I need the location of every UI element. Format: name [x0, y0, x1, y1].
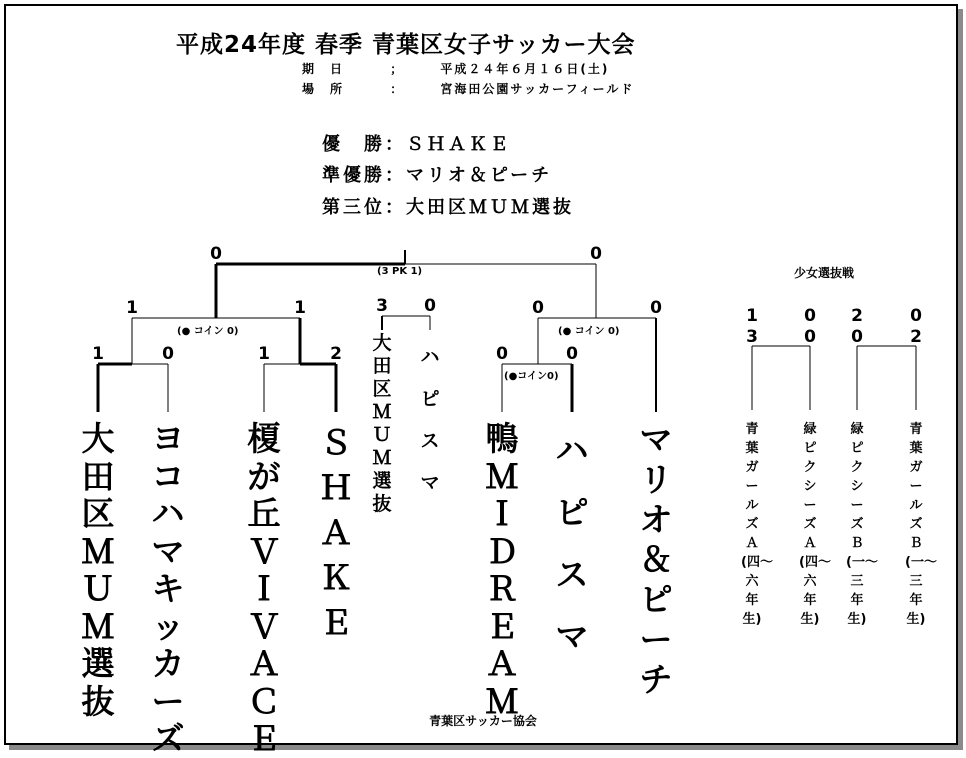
page-title: 平成24年度 春季 青葉区女子サッカー大会 [176, 32, 636, 58]
team-hapisuma: ハピスマ [555, 431, 589, 656]
team-kamo-midream: 鴨ＭＩＤＲＥＡＭ [485, 419, 519, 721]
youth-score-7: 0 [851, 327, 863, 347]
youth-team-aoba-girls-b: 青葉ガールズＢ(一〜三年生) [905, 422, 937, 627]
team-ota-mum: 大田区ＭＵＭ選抜 [81, 419, 115, 721]
q2-right-score: 2 [330, 344, 342, 364]
team-yokohama-kickers: ヨコハマキッカーズ [151, 419, 185, 758]
q1-left-score: 1 [92, 344, 104, 364]
semi-right-a-score: 0 [532, 298, 544, 318]
team-enokigaoka-vivace: 榎が丘ＶＩＶＡＣＥ [247, 419, 281, 758]
runner-up-line: 準優勝：マリオ＆ピーチ [322, 165, 553, 186]
youth-section-title: 少女選抜戦 [794, 266, 855, 280]
semi-left-a-score: 1 [126, 298, 138, 318]
final-right-score: 0 [590, 244, 602, 264]
footer-organizer: 青葉区サッカー協会 [429, 714, 537, 728]
youth-score-1: 1 [746, 306, 758, 326]
q3-left-score: 0 [496, 344, 508, 364]
final-left-score: 0 [210, 244, 222, 264]
q2-left-score: 1 [258, 344, 270, 364]
third-right-score: 0 [424, 296, 436, 316]
youth-score-8: 2 [910, 327, 922, 347]
winner-line: 優 勝：ＳＨＡＫＥ [322, 134, 511, 155]
q3-coin-note: (●コイン0) [504, 371, 559, 382]
youth-score-2: 0 [804, 306, 816, 326]
youth-score-5: 3 [746, 327, 758, 347]
youth-score-3: 2 [851, 306, 863, 326]
semi-left-coin-note: (● コイン 0) [177, 326, 239, 337]
date-sep: ； [390, 62, 405, 76]
venue-sep: ： [390, 82, 405, 96]
semi-right-b-score: 0 [650, 298, 662, 318]
team-shake: ＳＨＡＫＥ [319, 423, 353, 642]
youth-team-aoba-girls-a: 青葉ガールズＡ(四〜六年生) [741, 422, 773, 627]
team-mario-peach: マリオ＆ピーチ [639, 420, 673, 699]
venue-label: 場 所 [302, 82, 345, 96]
final-pk-note: (3 PK 1) [377, 266, 423, 277]
youth-team-midori-pixies-b: 緑ピクシーズＢ(一〜三年生) [846, 422, 878, 627]
youth-score-6: 0 [804, 327, 816, 347]
third-left-score: 3 [376, 296, 388, 316]
q1-right-score: 0 [162, 344, 174, 364]
youth-score-4: 0 [910, 306, 922, 326]
semi-right-coin-note: (● コイン 0) [558, 326, 620, 337]
third-team-ota-mum: 大田区ＭＵＭ選抜 [372, 332, 392, 515]
third-place-line: 第三位：大田区ＭＵＭ選抜 [322, 197, 574, 218]
date-label: 期 日 [302, 62, 345, 76]
venue-value: 宮海田公園サッカーフィールド [440, 82, 635, 96]
q3-right-score: 0 [566, 344, 578, 364]
third-team-hapisuma: ハピスマ [420, 346, 440, 494]
youth-team-midori-pixies-a: 緑ピクシーズＡ(四〜六年生) [799, 422, 831, 627]
semi-left-b-score: 1 [294, 298, 306, 318]
date-value: 平成２４年６月１６日(土) [440, 62, 610, 76]
